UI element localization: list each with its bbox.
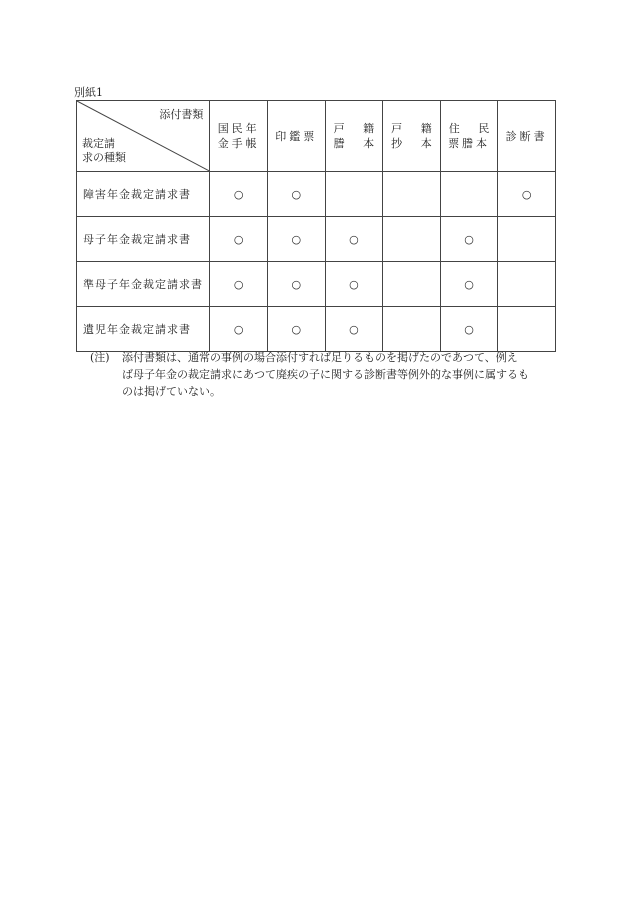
- column-header-medical-certificate: [498, 101, 556, 172]
- mark-cell: [383, 307, 441, 352]
- column-header-line: 金手帳: [217, 137, 260, 150]
- mark-cell: [383, 217, 441, 262]
- attachment-label: 別紙1: [74, 86, 103, 99]
- footnote-line1: 添付書類は、通常の事例の場合添付すれば足りるものを掲げたのであつて、例え: [122, 351, 518, 364]
- footnote: [90, 349, 560, 400]
- column-header-line: [326, 121, 383, 136]
- table-row: [77, 217, 556, 262]
- column-header-line: 票謄本: [448, 137, 491, 150]
- mark-cell: ○: [210, 262, 268, 307]
- column-header-line: [383, 136, 440, 151]
- column-header-char: 抄: [391, 137, 403, 150]
- footnote-label: (注): [90, 351, 110, 364]
- column-header-resident-register: [440, 101, 498, 172]
- mark-cell: ○: [498, 172, 556, 217]
- column-header-family-register-extract: [383, 101, 441, 172]
- column-header-char: 本: [420, 137, 432, 150]
- corner-bottom-line1: 裁定請: [82, 137, 115, 150]
- column-header-char: 戸: [391, 122, 403, 135]
- column-header-pension-handbook: [210, 101, 268, 172]
- column-header-char: 住: [448, 122, 460, 135]
- column-header-line: [441, 121, 498, 136]
- mark-cell: [383, 262, 441, 307]
- table-row: [77, 172, 556, 217]
- column-header-line: 印鑑票: [275, 129, 318, 143]
- mark-cell: ○: [267, 172, 325, 217]
- mark-cell: ○: [267, 307, 325, 352]
- column-header-seal-certificate: [267, 101, 325, 172]
- footnote-line2: ば母子年金の裁定請求にあつて廃疾の子に関する診断書等例外的な事例に属するも: [122, 368, 529, 381]
- footnote-line3: のは掲げていない。: [122, 385, 221, 398]
- column-header-char: 籍: [420, 122, 432, 135]
- column-header-char: 本: [363, 137, 375, 150]
- column-header-char: 民: [478, 122, 490, 135]
- mark-cell: [325, 172, 383, 217]
- footnote-text: [122, 349, 560, 400]
- mark-cell: ○: [210, 217, 268, 262]
- column-header-char: 戸: [333, 122, 345, 135]
- corner-bottom-label: [82, 137, 126, 165]
- corner-header-cell: [77, 101, 210, 172]
- mark-cell: ○: [325, 307, 383, 352]
- mark-cell: ○: [440, 262, 498, 307]
- corner-bottom-line2: 求の種類: [82, 151, 126, 164]
- mark-cell: ○: [325, 262, 383, 307]
- attachment-requirements-table: [76, 100, 556, 352]
- column-header-family-register-full: [325, 101, 383, 172]
- mark-cell: ○: [210, 307, 268, 352]
- column-header-line: 診断書: [505, 129, 548, 143]
- column-header-char: 謄: [333, 137, 345, 150]
- mark-cell: ○: [440, 217, 498, 262]
- column-header-line: [383, 121, 440, 136]
- table-row: [77, 307, 556, 352]
- column-header-char: 籍: [363, 122, 375, 135]
- mark-cell: [440, 172, 498, 217]
- mark-cell: [498, 307, 556, 352]
- corner-top-label: 添付書類: [159, 108, 204, 121]
- mark-cell: [498, 217, 556, 262]
- row-label: 母子年金裁定請求書: [77, 217, 210, 262]
- column-header-line: 国民年: [217, 122, 260, 135]
- mark-cell: ○: [267, 217, 325, 262]
- mark-cell: [383, 172, 441, 217]
- mark-cell: ○: [440, 307, 498, 352]
- row-label: 障害年金裁定請求書: [77, 172, 210, 217]
- mark-cell: ○: [325, 217, 383, 262]
- table-row: [77, 262, 556, 307]
- column-header-line: [326, 136, 383, 151]
- row-label: 準母子年金裁定請求書: [77, 262, 210, 307]
- table-header-row: [77, 101, 556, 172]
- mark-cell: [498, 262, 556, 307]
- mark-cell: ○: [210, 172, 268, 217]
- row-label: 遺児年金裁定請求書: [77, 307, 210, 352]
- mark-cell: ○: [267, 262, 325, 307]
